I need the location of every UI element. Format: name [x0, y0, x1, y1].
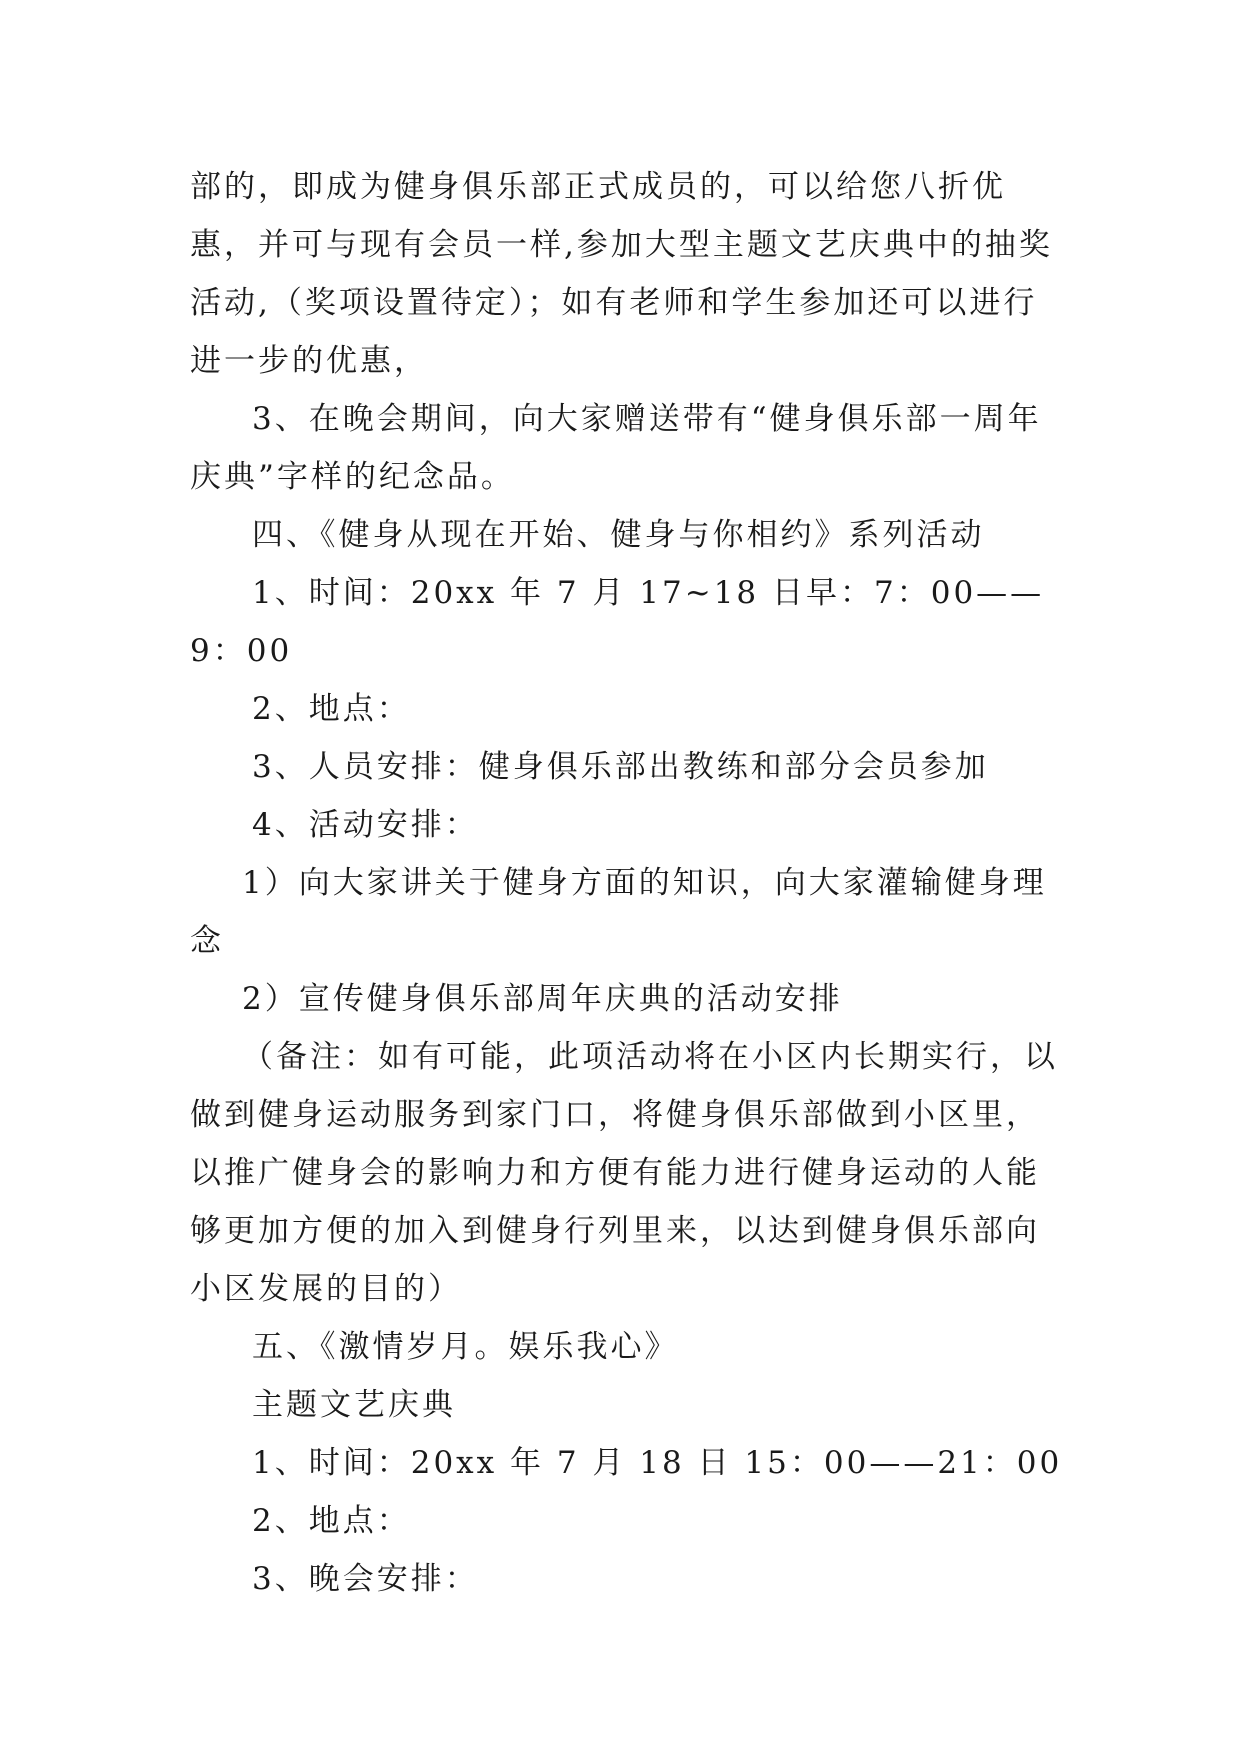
item-location-gala: 2、地点： — [252, 1503, 411, 1539]
item-gala-arrangement: 3、晚会安排： — [252, 1561, 479, 1597]
paragraph-discount-continuation: 部的，即成为健身俱乐部正式成员的，可以给您八折优惠，并可与现有会员一样,参加大型主题文艺庆典中的抽奖活动,（奖项设置待定）；如有老师和学生参加还可以进行进一步的优惠， — [190, 169, 1053, 379]
subitem-knowledge: 1）向大家讲关于健身方面的知识，向大家灌输健身理念 — [190, 865, 1047, 959]
item-staffing: 3、人员安排：健身俱乐部出教练和部分会员参加 — [252, 749, 989, 785]
item-location-series: 2、地点： — [252, 691, 411, 727]
paragraph-remark: （备注：如有可能，此项活动将在小区内长期实行，以做到健身运动服务到家门口，将健身俱乐部做到小区里，以推广健身会的影响力和方便有能力进行健身运动的人能够更加方便的加入到健身行列里来，以达到健身俱乐部向小区发展的目的） — [190, 1039, 1058, 1307]
item-time-series: 1、时间：20xx 年 7 月 17~18 日早：7：00——9：00 — [190, 575, 1045, 669]
document-body — [190, 158, 1070, 1608]
subitem-promotion: 2）宣传健身俱乐部周年庆典的活动安排 — [242, 981, 843, 1017]
item-activity-arrangement: 4、活动安排： — [252, 807, 479, 843]
item-time-gala: 1、时间：20xx 年 7 月 18 日 15：00——21：00 — [252, 1445, 1063, 1481]
subheading-theme-gala: 主题文艺庆典 — [252, 1387, 456, 1423]
section-heading-celebration: 五、《激情岁月。娱乐我心》 — [252, 1329, 679, 1365]
paragraph-souvenir: 3、在晚会期间，向大家赠送带有“健身俱乐部一周年庆典”字样的纪念品。 — [190, 401, 1042, 495]
section-heading-fitness-series: 四、《健身从现在开始、健身与你相约》系列活动 — [252, 517, 985, 553]
